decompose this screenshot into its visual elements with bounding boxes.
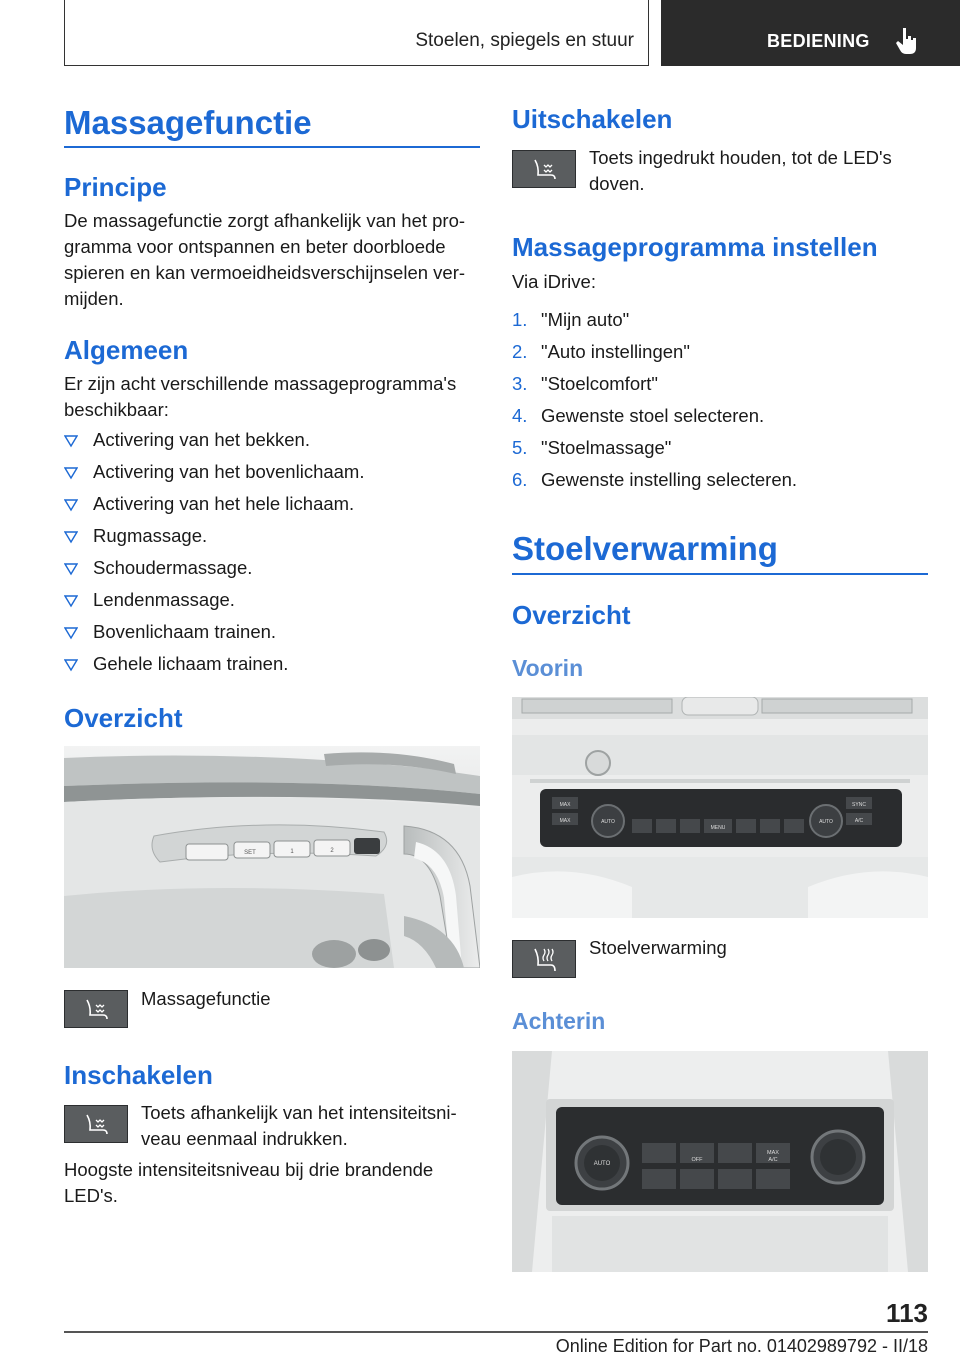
door-panel-illustration: [64, 746, 480, 968]
heading-voorin: Voorin: [512, 655, 584, 681]
inschakelen-caption: [141, 1100, 480, 1152]
list-item: [64, 651, 480, 683]
massage-icon: [513, 151, 577, 189]
step-item: [512, 307, 928, 339]
massage-button-icon-on: [64, 1105, 128, 1143]
off-label: OFF: [691, 1157, 703, 1163]
page-number: 113: [886, 1298, 928, 1328]
step-text: "Auto instellingen": [541, 341, 690, 362]
step-number: 2.: [512, 341, 528, 362]
algemeen-line: Er zijn acht verschillende massageprogramma's: [64, 373, 457, 394]
title-rule: [512, 573, 928, 575]
list-item-text: Activering van het bekken.: [93, 429, 310, 450]
inschakelen-line: Hoogste intensiteitsniveau bij drie brandende: [64, 1159, 434, 1180]
list-item: [64, 619, 480, 651]
list-item: [64, 459, 480, 491]
step-number: 4.: [512, 405, 528, 426]
edition-line: Online Edition for Part no. 01402989792 - II/18: [555, 1336, 928, 1356]
list-item-text: Lendenmassage.: [93, 589, 235, 610]
list-item-text: Rugmassage.: [93, 525, 208, 546]
section-title: BEDIENING: [767, 31, 870, 51]
triangle-bullet-icon: [64, 591, 78, 609]
title-rule: [64, 146, 480, 148]
rear-climate-illustration: [512, 1051, 928, 1272]
seat-heating-caption: Stoelverwarming: [589, 937, 727, 958]
triangle-bullet-icon: [64, 431, 78, 449]
heading-overzicht-massage: Overzicht: [64, 703, 183, 733]
max-left2-label: MAX: [559, 818, 571, 824]
idrive-steps: [512, 307, 928, 499]
triangle-bullet-icon: [64, 623, 78, 641]
hand-pointer-icon: [894, 26, 920, 56]
algemeen-paragraph: [64, 371, 480, 423]
auto-right-label: AUTO: [819, 819, 833, 825]
inschakelen-caption-line: Toets afhankelijk van het intensiteitsni-: [141, 1102, 457, 1123]
list-item: [64, 555, 480, 587]
principe-line: gramma voor ontspannen en beter doorbloede: [64, 236, 446, 257]
step-text: "Stoelcomfort": [541, 373, 658, 394]
front-climate-illustration: [512, 697, 928, 918]
massage-button-icon: [64, 990, 128, 1028]
uitschakelen-caption: [589, 145, 928, 197]
inschakelen-caption-line: veau eenmaal indrukken.: [141, 1128, 348, 1149]
memory-2-label: 2: [330, 848, 334, 854]
heading-inschakelen: Inschakelen: [64, 1060, 213, 1090]
list-item-text: Gehele lichaam trainen.: [93, 653, 289, 674]
principe-line: mijden.: [64, 288, 124, 309]
triangle-bullet-icon: [64, 559, 78, 577]
inschakelen-line: LED's.: [64, 1185, 118, 1206]
uitschakelen-caption-line: Toets ingedrukt houden, tot de LED's: [589, 147, 892, 168]
step-number: 3.: [512, 373, 528, 394]
set-label: SET: [244, 850, 256, 856]
list-item: [64, 491, 480, 523]
step-text: Gewenste instelling selecteren.: [541, 469, 798, 490]
header-chapter-box: [64, 0, 649, 66]
heading-principe: Principe: [64, 172, 167, 202]
heading-algemeen: Algemeen: [64, 335, 189, 365]
heading-uitschakelen: Uitschakelen: [512, 104, 673, 134]
massage-button-icon-off: [512, 150, 576, 188]
step-item: [512, 403, 928, 435]
via-idrive: Via iDrive:: [512, 271, 596, 292]
principe-line: spieren en kan vermoeidheidsverschijnselen ver-: [64, 262, 466, 283]
rear-max-label: MAX: [767, 1150, 779, 1156]
front-climate-photo: [512, 697, 928, 918]
list-item-text: Bovenlichaam trainen.: [93, 621, 277, 642]
triangle-bullet-icon: [64, 527, 78, 545]
title-stoelverwarming: Stoelverwarming: [512, 530, 778, 567]
header-section-box: [661, 0, 960, 66]
seat-heating-button-icon: [512, 940, 576, 978]
step-item: [512, 435, 928, 467]
principe-paragraph: [64, 208, 480, 312]
title-massagefunctie: Massagefunctie: [64, 104, 312, 141]
step-number: 1.: [512, 309, 528, 330]
max-left-label: MAX: [559, 802, 571, 808]
step-number: 5.: [512, 437, 528, 458]
step-text: Gewenste stoel selecteren.: [541, 405, 765, 426]
triangle-bullet-icon: [64, 495, 78, 513]
rear-climate-photo: [512, 1051, 928, 1272]
program-list: [64, 427, 480, 683]
inschakelen-paragraph: [64, 1157, 480, 1209]
algemeen-line: beschikbaar:: [64, 399, 169, 420]
chapter-title: Stoelen, spiegels en stuur: [415, 30, 634, 51]
step-item: [512, 467, 928, 499]
seat-heating-icon: [513, 941, 577, 979]
list-item-text: Activering van het bovenlichaam.: [93, 461, 365, 482]
step-text: "Stoelmassage": [541, 437, 672, 458]
footer-rule: [64, 1331, 928, 1333]
rear-auto-label: AUTO: [593, 1161, 611, 1167]
list-item: [64, 427, 480, 459]
triangle-bullet-icon: [64, 463, 78, 481]
step-number: 6.: [512, 469, 528, 490]
list-item-text: Schoudermassage.: [93, 557, 253, 578]
step-text: "Mijn auto": [541, 309, 630, 330]
list-item: [64, 523, 480, 555]
principe-line: De massagefunctie zorgt afhankelijk van het pro-: [64, 210, 466, 231]
massage-icon: [65, 1106, 129, 1144]
uitschakelen-caption-line: doven.: [589, 173, 645, 194]
step-item: [512, 339, 928, 371]
massage-icon-caption: Massagefunctie: [141, 988, 271, 1009]
menu-label: MENU: [710, 825, 726, 831]
memory-1-label: 1: [290, 849, 294, 855]
sync-label: SYNC: [852, 802, 866, 808]
massage-icon: [65, 991, 129, 1029]
rear-ac-label: A/C: [768, 1157, 778, 1163]
heading-achterin: Achterin: [512, 1008, 606, 1034]
door-panel-photo: [64, 746, 480, 968]
auto-left-label: AUTO: [601, 819, 615, 825]
heading-massageprogramma: Massageprogramma instellen: [512, 232, 878, 262]
step-item: [512, 371, 928, 403]
list-item-text: Activering van het hele lichaam.: [93, 493, 355, 514]
list-item: [64, 587, 480, 619]
triangle-bullet-icon: [64, 655, 78, 673]
heading-overzicht-verwarming: Overzicht: [512, 600, 631, 630]
ac-label: A/C: [854, 818, 864, 824]
